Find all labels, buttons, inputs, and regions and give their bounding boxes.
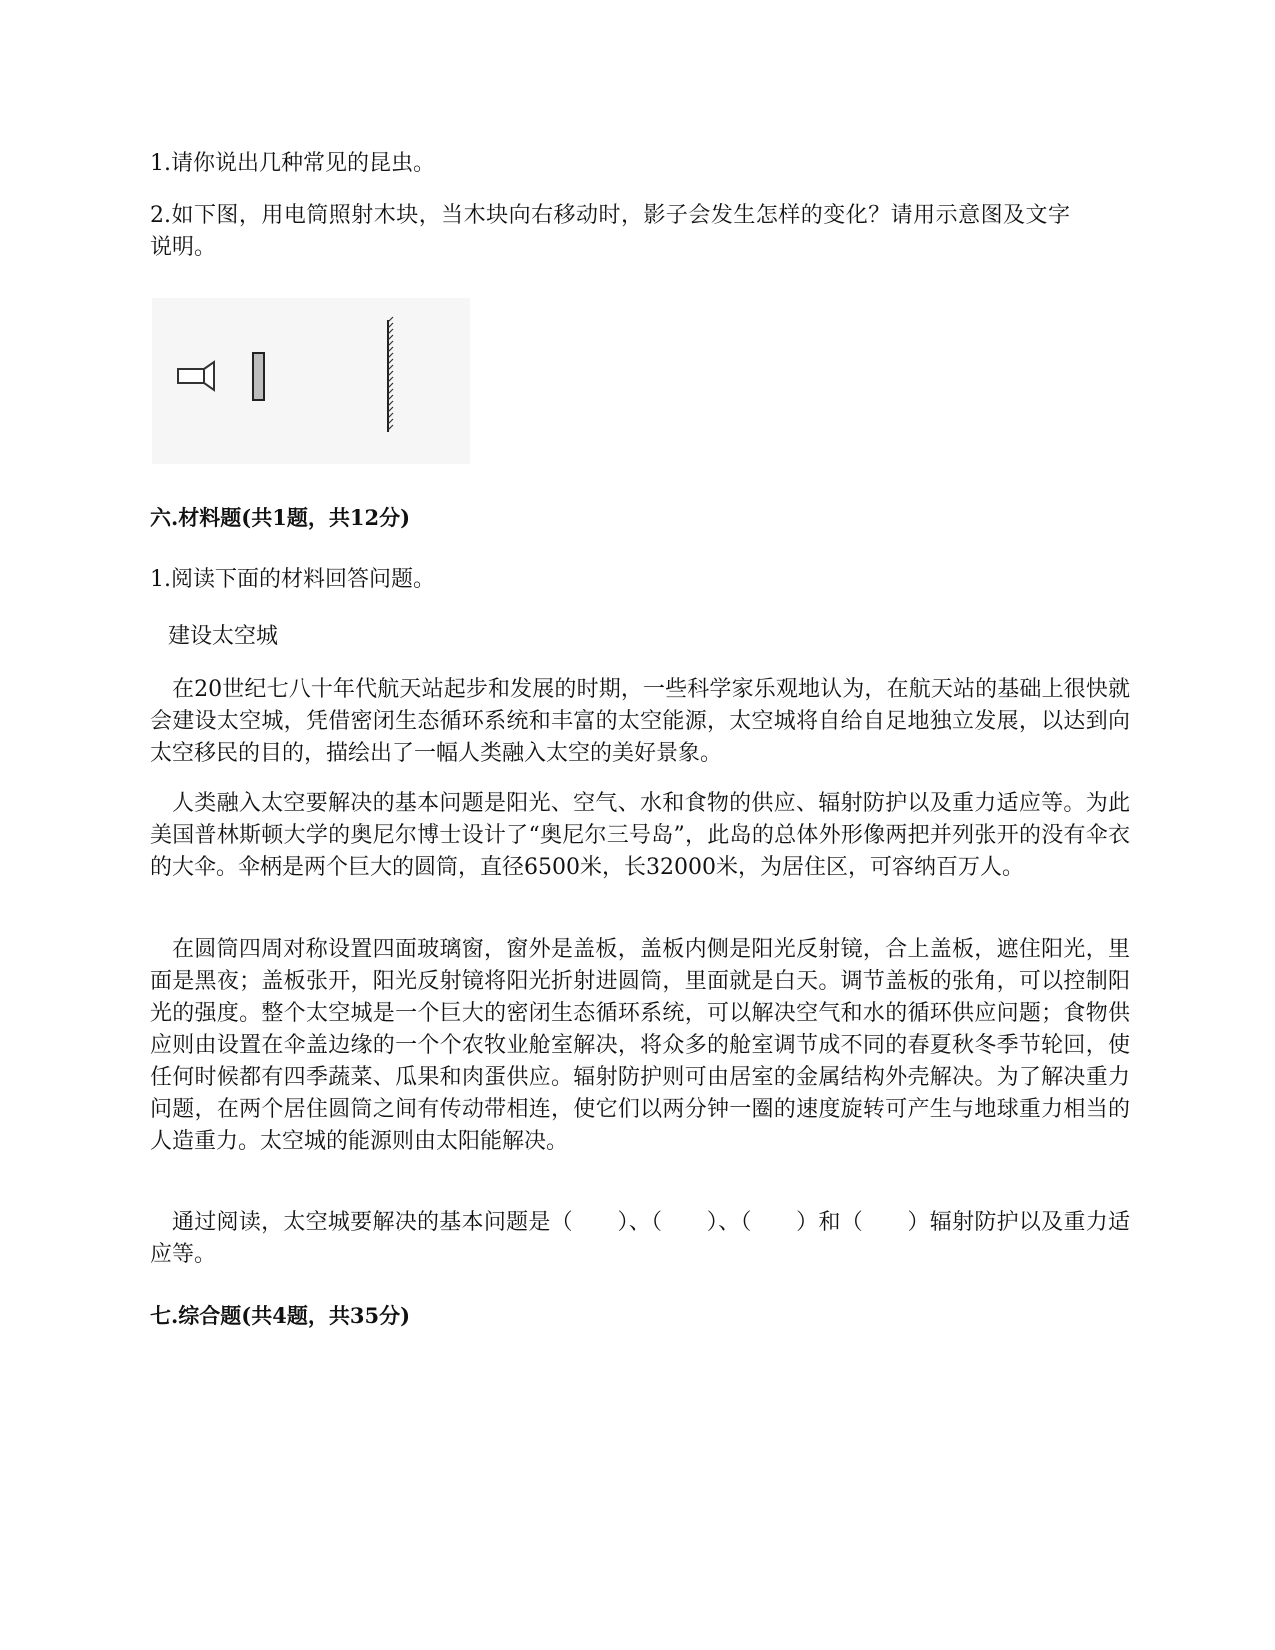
wood-block-icon xyxy=(253,353,264,400)
section6-question: 1.阅读下面的材料回答问题。 xyxy=(150,567,435,592)
fill-in-question: 通过阅读，太空城要解决的基本问题是（ ）、（ ）、（ ）和（ ）辐射防护以及重力适应等。 xyxy=(150,1210,1130,1267)
article-title: 建设太空城 xyxy=(168,624,279,649)
article-paragraph-1: 在20世纪七八十年代航天站起步和发展的时期，一些科学家乐观地认为，在航天站的基础上很快就会建设太空城，凭借密闭生态循环系统和丰富的太空能源，太空城将自给自足地独立发展，以达到向太空移民的目的，描绘出了一幅人类融入太空的美好景象。 xyxy=(150,677,1130,766)
wall-screen-icon xyxy=(388,317,393,432)
article-paragraph-3: 在圆筒四周对称设置四面玻璃窗，窗外是盖板，盖板内侧是阳光反射镜，合上盖板，遮住阳光，里面是黑夜；盖板张开，阳光反射镜将阳光折射进圆筒，里面就是白天。调节盖板的张角，可以控制阳光的强度。整个太空城是一个巨大的密闭生态循环系统，可以解决空气和水的循环供应问题；食物供应则由设置在伞盖边缘的一个个农牧业舱室解决，将众多的舱室调节成不同的春夏秋冬季节轮回，使任何时候都有四季蔬菜、瓜果和肉蛋供应。辐射防护则可由居室的金属结构外壳解决。为了解决重力问题，在两个居住圆筒之间有传动带相连，使它们以两分钟一圈的速度旋转可产生与地球重力相当的人造重力。太空城的能源则由太阳能解决。 xyxy=(150,937,1130,1154)
section7-heading: 七.综合题(共4题，共35分) xyxy=(150,1303,411,1328)
question-shadow: 2.如下图，用电筒照射木块，当木块向右移动时，影子会发生怎样的变化？请用示意图及文字说明。 xyxy=(150,203,1070,260)
section6-heading: 六.材料题(共1题，共12分) xyxy=(150,505,411,530)
flashlight-icon xyxy=(178,362,214,390)
article-paragraph-2: 人类融入太空要解决的基本问题是阳光、空气、水和食物的供应、辐射防护以及重力适应等。为此美国普林斯顿大学的奥尼尔博士设计了“奥尼尔三号岛”，此岛的总体外形像两把并列张开的没有伞衣的大伞。伞柄是两个巨大的圆筒，直径6500米，长32000米，为居住区，可容纳百万人。 xyxy=(150,791,1130,880)
figure-drawing xyxy=(152,298,470,464)
flashlight-shadow-figure xyxy=(152,298,470,464)
question-insects: 1.请你说出几种常见的昆虫。 xyxy=(150,151,435,176)
